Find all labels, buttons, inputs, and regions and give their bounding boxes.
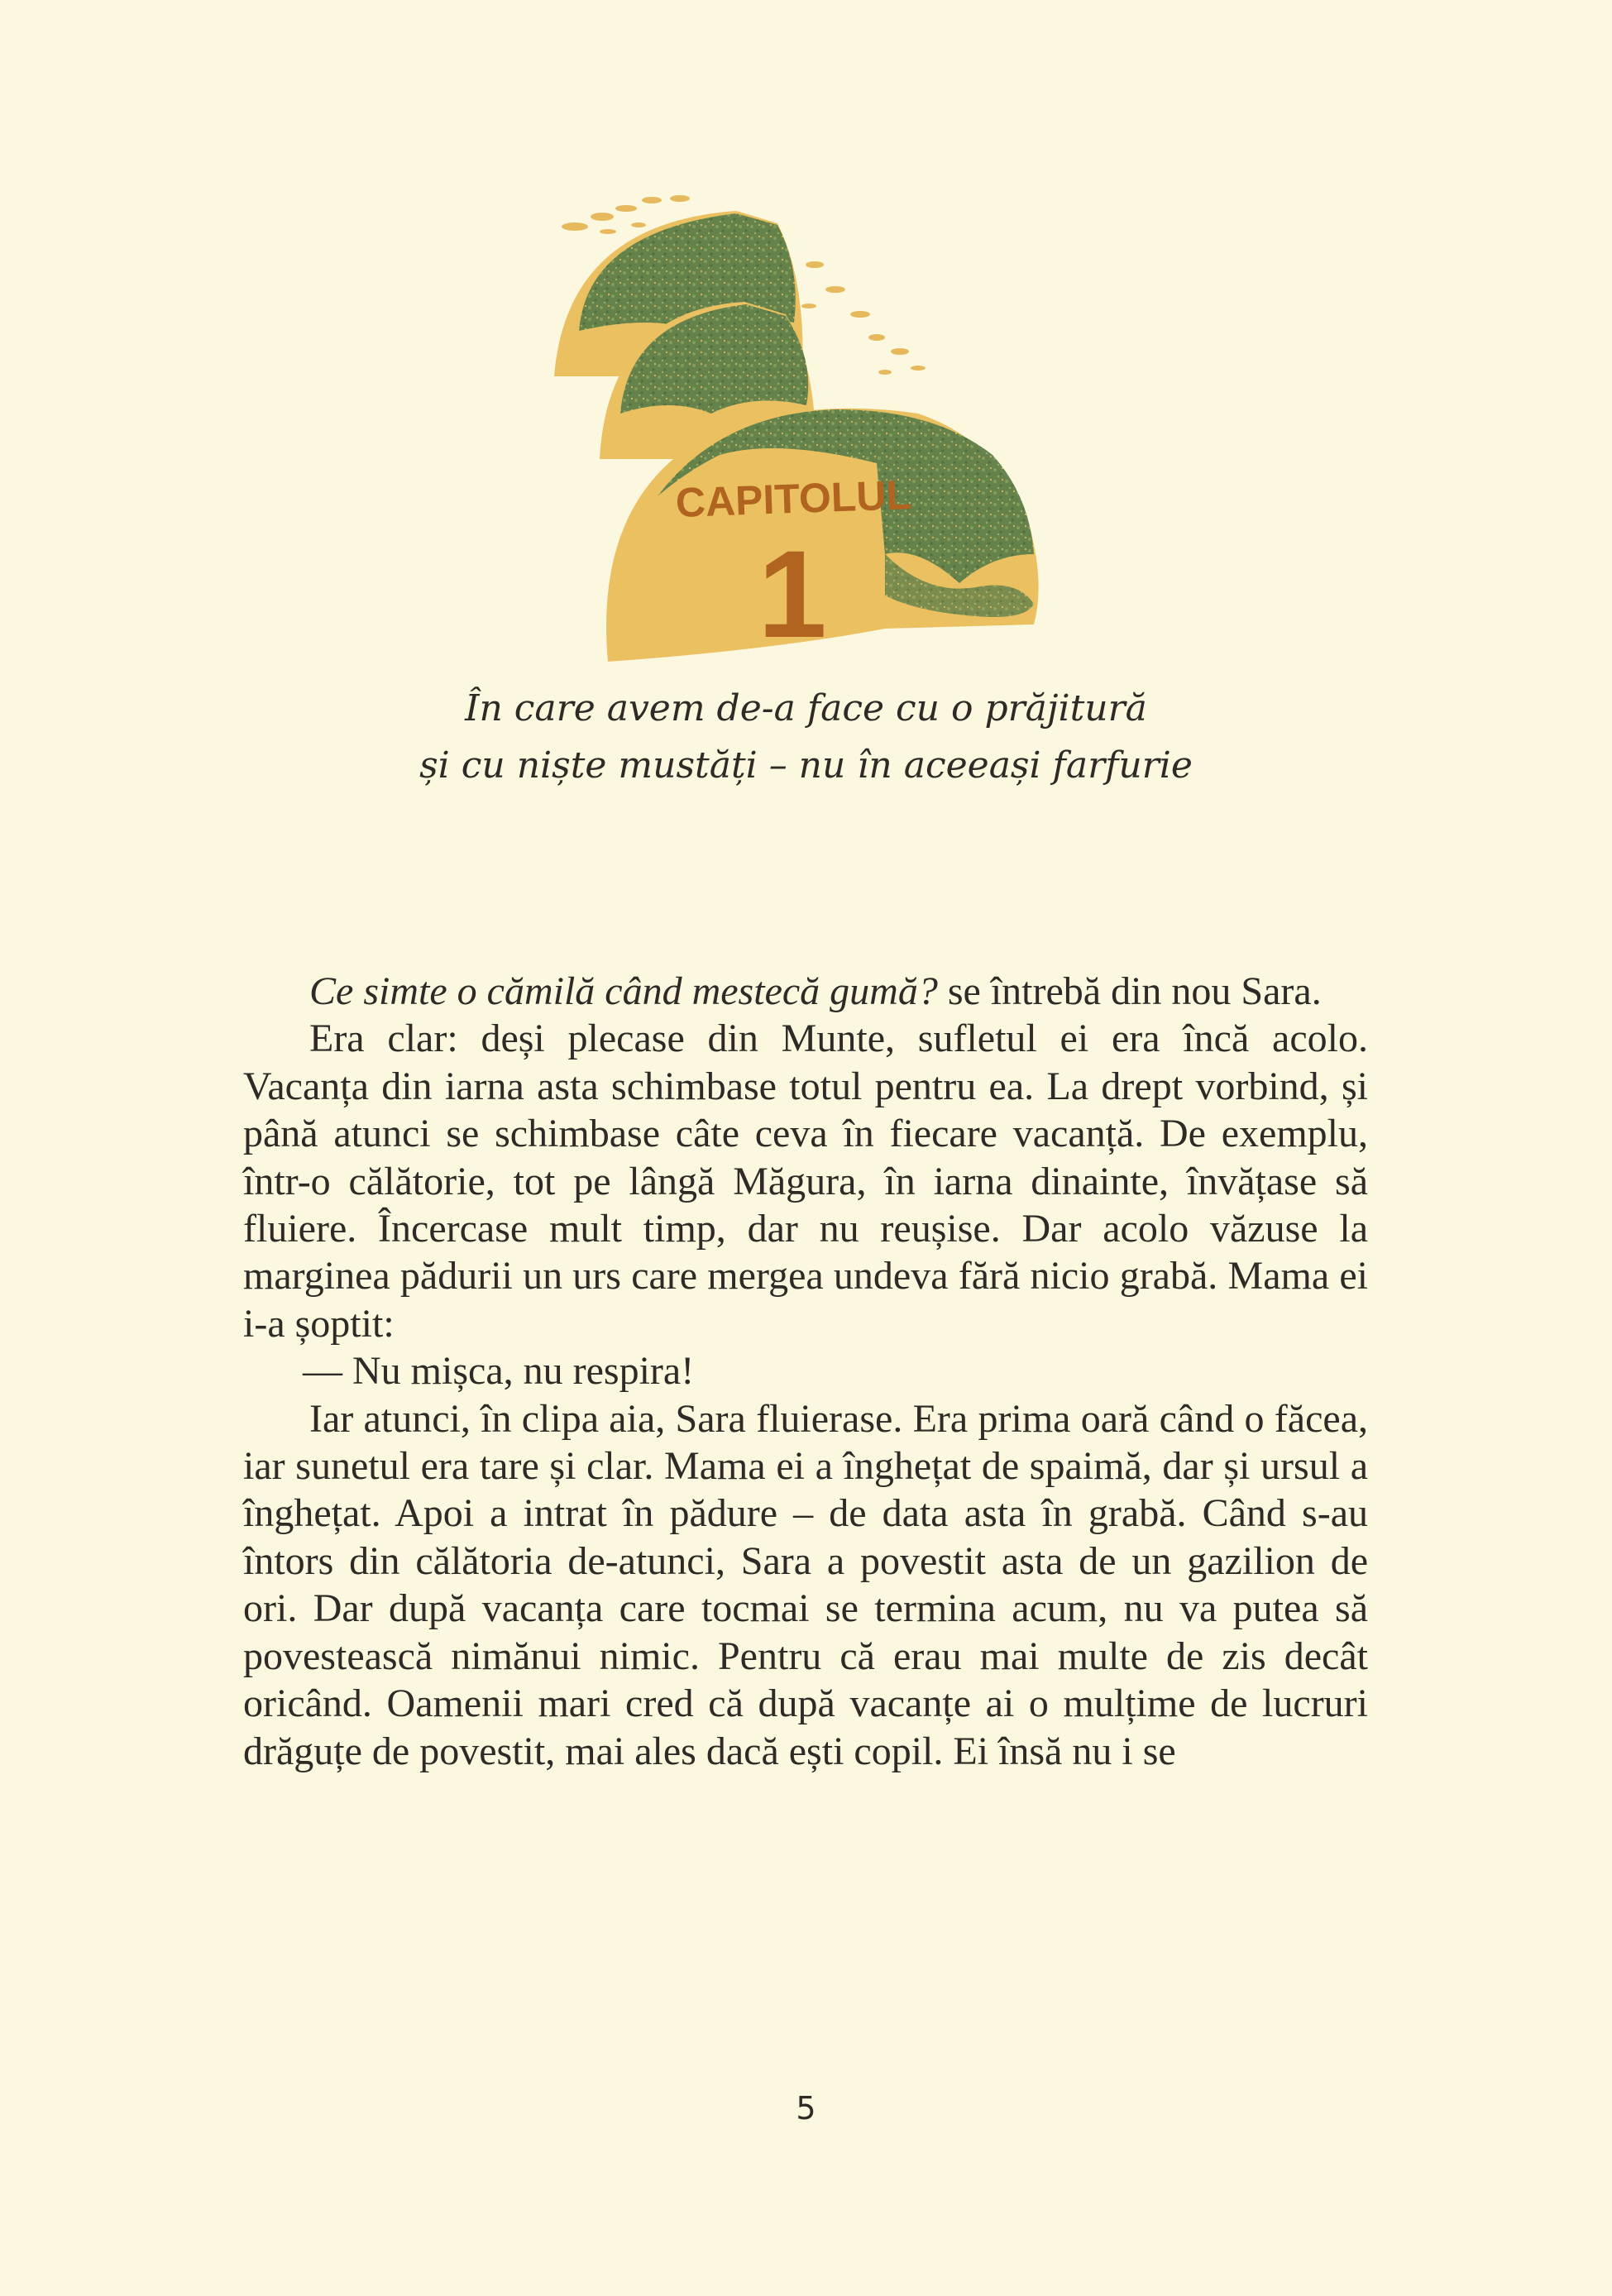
hills-illustration (529, 165, 1075, 662)
page-number: 5 (796, 2090, 816, 2126)
body-text (243, 968, 1368, 1775)
paragraph: Iar atunci, în clipa aia, Sara fluierase. Era prima oară când o făcea, iar sunetul era tare și clar. Mama ei a înghețat de spaimă, dar și ursul a înghețat. Apoi a intrat în pădure – de data asta în grabă. Când s-au întors din călătoria de-atunci, Sara a povestit asta de un gazilion de ori. Dar după vacanța care tocmai se termina acum, nu va putea să povestească nimănui nimic. Pentru că erau mai multe de zis decât oricând. Oamenii mari cred că după vacanțe ai o mulțime de lucruri drăguțe de povestit, mai ales dacă ești copil. Ei însă nu i se (243, 1396, 1368, 1773)
paragraph-text: se întrebă din nou Sara. (937, 969, 1322, 1013)
subtitle-line-1: În care avem de-a face cu o prăjitură (465, 687, 1147, 729)
chapter-number: 1 (758, 524, 827, 662)
subtitle-line-2: și cu niște mustăți – nu în aceeași farfurie (419, 744, 1193, 787)
paragraph: Era clar: deși plecase din Munte, sufletul ei era încă acolo. Vacanța din iarna asta schimbase totul pentru ea. La drept vorbind, și până atunci se schimbase câte ceva în fiecare vacanță. De exemplu, într-o călătorie, tot pe lângă Măgura, în iarna dinainte, învățase să fluiere. Încercase mult timp, dar nu reușise. Dar acolo văzuse la marginea pădurii un urs care mergea undeva fără nicio grabă. Mama ei i-a șoptit: (243, 1016, 1368, 1346)
chapter-label: CAPITOLUL (674, 471, 912, 526)
dialogue-line: — Nu mișca, nu respira! (303, 1349, 695, 1394)
paragraph (243, 968, 1368, 1015)
chapter-subtitle (0, 680, 1612, 794)
chapter-illustration (529, 165, 1075, 662)
paragraph-italic: Ce simte o cămilă când mestecă gumă? (309, 969, 938, 1013)
